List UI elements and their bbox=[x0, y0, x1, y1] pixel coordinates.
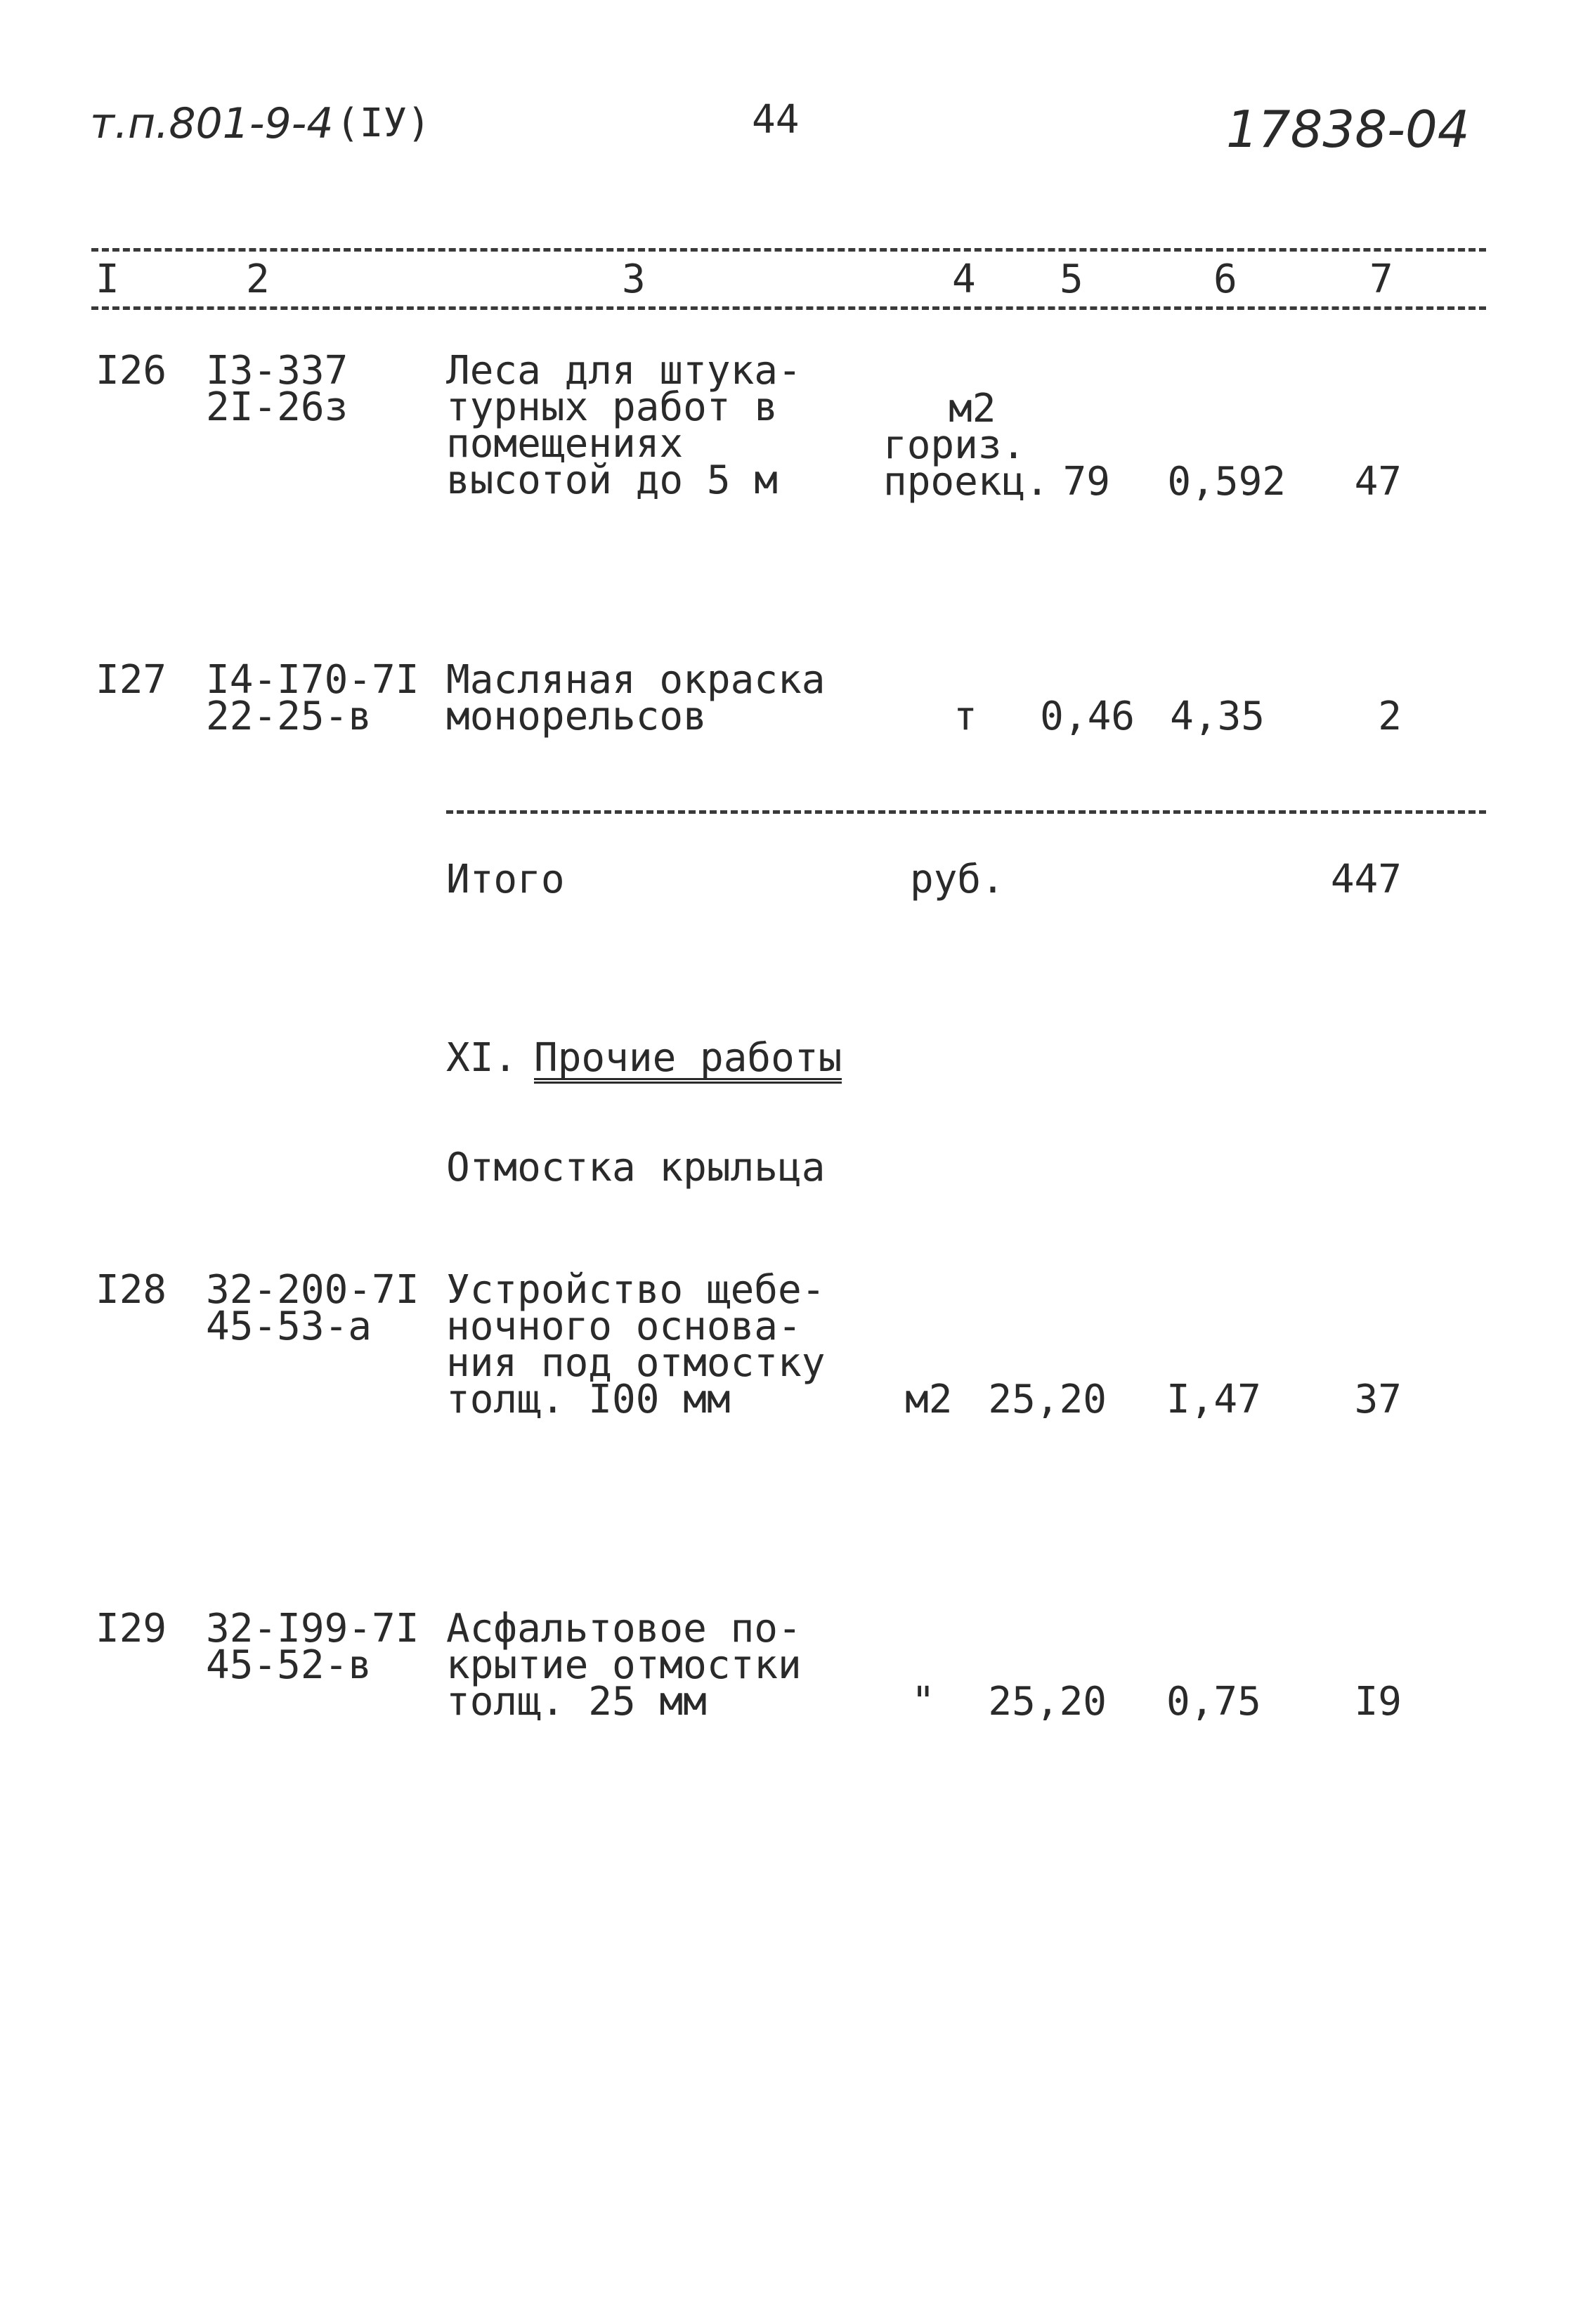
line-total: 37 bbox=[1354, 1377, 1402, 1422]
section-subtitle: Отмостка крыльца bbox=[446, 1145, 826, 1190]
work-description: толщ. I00 мм bbox=[446, 1377, 731, 1422]
work-description: Устройство щебе- bbox=[446, 1267, 826, 1313]
section-title: Прочие работы bbox=[534, 1040, 842, 1084]
unit-price: I,47 bbox=[1166, 1377, 1261, 1422]
column-number-6: 6 bbox=[1213, 257, 1237, 302]
document-code: т.п.801-9-4 bbox=[90, 99, 334, 148]
unit-price: 4,35 bbox=[1170, 694, 1265, 739]
subtotal-unit: руб. bbox=[910, 857, 1005, 902]
price-code: 45-53-а bbox=[206, 1304, 372, 1349]
work-description: Леса для штука- bbox=[446, 348, 802, 394]
quantity: 79 bbox=[1062, 459, 1110, 505]
page-number: 44 bbox=[752, 97, 800, 143]
unit-price: 0,75 bbox=[1166, 1679, 1261, 1725]
volume-label: (IУ) bbox=[336, 100, 431, 146]
work-description: крытие отмостки bbox=[446, 1642, 802, 1688]
work-description: высотой до 5 м bbox=[446, 457, 779, 503]
section-number: XI. bbox=[446, 1035, 518, 1081]
line-total: I9 bbox=[1354, 1679, 1402, 1725]
price-code: 32-200-7I bbox=[206, 1267, 419, 1313]
work-description: ночного основа- bbox=[446, 1304, 802, 1349]
work-description: монорельсов bbox=[446, 694, 707, 739]
subtotal-total: 447 bbox=[1330, 857, 1402, 902]
work-description: помещениях bbox=[446, 421, 684, 467]
work-description: турных работ в bbox=[446, 384, 779, 430]
price-code: I3-337 bbox=[206, 348, 349, 394]
header-bottom-rule bbox=[91, 306, 1486, 310]
subtotal-label: Итого bbox=[446, 857, 565, 902]
subtotal-rule bbox=[446, 810, 1486, 814]
price-code: 22-25-в bbox=[206, 694, 372, 739]
price-code: 32-I99-7I bbox=[206, 1606, 419, 1651]
unit-of-measure: " bbox=[911, 1679, 935, 1725]
work-description: Асфальтовое по- bbox=[446, 1606, 802, 1651]
unit-of-measure: м2 bbox=[949, 386, 996, 431]
column-number-5: 5 bbox=[1060, 257, 1083, 302]
work-description: толщ. 25 мм bbox=[446, 1679, 707, 1725]
price-code: 45-52-в bbox=[206, 1642, 372, 1688]
price-code: I4-I70-7I bbox=[206, 657, 419, 703]
unit-price: 0,592 bbox=[1167, 459, 1286, 505]
row-number: I27 bbox=[96, 657, 167, 703]
price-code: 2I-26з bbox=[206, 384, 349, 430]
quantity: 0,46 bbox=[1040, 694, 1135, 739]
work-description: Масляная окраска bbox=[446, 657, 826, 703]
unit-of-measure: проекц. bbox=[883, 459, 1050, 505]
inventory-number: 17838-04 bbox=[1226, 100, 1470, 159]
column-number-3: 3 bbox=[622, 257, 646, 302]
column-number-2: 2 bbox=[246, 257, 270, 302]
unit-of-measure: м2 bbox=[905, 1377, 953, 1422]
row-number: I28 bbox=[96, 1267, 167, 1313]
header-top-rule bbox=[91, 248, 1486, 252]
quantity: 25,20 bbox=[988, 1377, 1107, 1422]
column-number-4: 4 bbox=[952, 257, 976, 302]
column-number-7: 7 bbox=[1369, 257, 1393, 302]
unit-of-measure: гориз. bbox=[883, 422, 1026, 468]
column-number-1: I bbox=[96, 257, 119, 302]
unit-of-measure: т bbox=[953, 694, 977, 739]
row-number: I26 bbox=[96, 348, 167, 394]
line-total: 47 bbox=[1354, 459, 1402, 505]
quantity: 25,20 bbox=[988, 1679, 1107, 1725]
line-total: 2 bbox=[1378, 694, 1402, 739]
work-description: ния под отмостку bbox=[446, 1340, 826, 1386]
row-number: I29 bbox=[96, 1606, 167, 1651]
